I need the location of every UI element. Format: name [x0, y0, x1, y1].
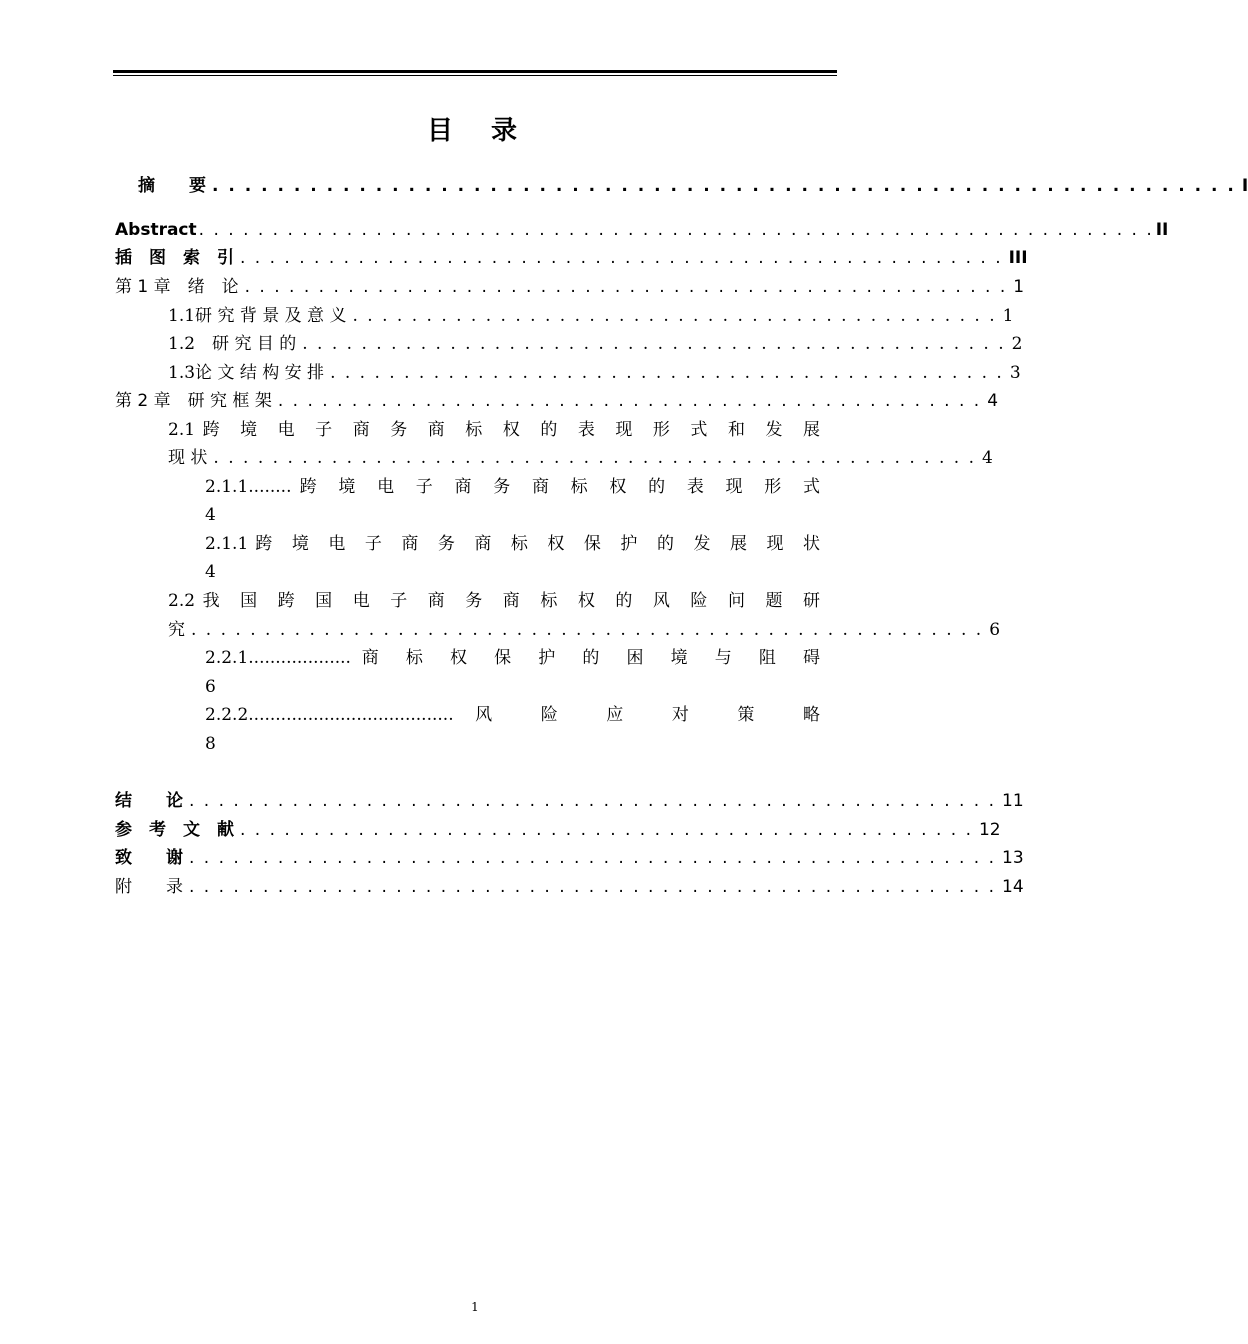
toc-entry-section-1-3[interactable]	[168, 362, 1021, 384]
toc-entry-acknowledgements[interactable]	[115, 847, 1024, 869]
toc-entry-section-1-1[interactable]	[168, 305, 1014, 327]
dot-leader: . . . . . . . . . . . . . . . . . . . . . . . . . . . . . . . . . . . . . . . . . . . .	[352, 306, 997, 326]
toc-page-number: 6	[205, 677, 216, 697]
toc-label: 第 1 章 绪 论	[115, 277, 239, 297]
toc-entry-section-2-1-line1[interactable]: 2.1跨 境 电 子 商 务 商 标 权 的 表 现 形 式 和 发 展	[168, 420, 820, 440]
toc-entry-abstract-cn[interactable]	[138, 175, 1248, 197]
dot-leader: . . . . . . . . . . . . . . . . . . . . . . . . . . . . . . . . . . . . . . . . . . . . . . . . . . . . . .	[191, 620, 984, 640]
dot-leader: . . . . . . . . . . . . . . . . . . . . . . . . . . . . . . . . . . . . . . . . . . . . . . . . . . . . . . .	[189, 848, 997, 868]
toc-label: 致 谢	[115, 848, 183, 868]
toc-page-number: 6	[989, 620, 1001, 640]
toc-label: 第 2 章 研 究 框 架	[115, 391, 272, 411]
toc-page-number: I	[1241, 176, 1248, 196]
toc-entry-section-2-2-line1[interactable]: 2.2我 国 跨 国 电 子 商 务 商 标 权 的 风 险 问 题 研	[168, 591, 820, 611]
dot-leader: . . . . . . . . . . . . . . . . . . . . . . . . . . . . . . . . . . . . . . . . . . . . . . . . . .	[240, 820, 973, 840]
toc-page-number: 4	[205, 562, 216, 582]
dot-leader: . . . . . . . . . . . . . . . . . . . . . . . . . . . . . . . . . . . . . . . . . . . . . . . . . . . . . . . . . . . . . . . . .	[198, 220, 1154, 240]
toc-page-number: 13	[1002, 848, 1024, 868]
toc-page-number: 3	[1009, 363, 1021, 383]
toc-page-number: 11	[1002, 791, 1024, 811]
toc-label: 究	[168, 620, 185, 640]
toc-label: 1.1研 究 背 景 及 意 义	[168, 306, 347, 326]
page-title: 目 录	[426, 116, 523, 146]
toc-label: 插 图 索 引	[115, 248, 234, 268]
toc-label: 1.3论 文 结 构 安 排	[168, 363, 325, 383]
toc-entry-section-2-1-1b[interactable]: 2.1.1跨 境 电 子 商 务 商 标 权 保 护 的 发 展 现 状	[205, 534, 820, 554]
toc-entry-appendix[interactable]	[115, 876, 1024, 898]
dot-leader: . . . . . . . . . . . . . . . . . . . . . . . . . . . . . . . . . . . . . . . . . . . . . .	[330, 363, 1004, 383]
toc-entry-section-2-1[interactable]	[168, 447, 993, 469]
toc-entry-chapter-1[interactable]	[115, 276, 1025, 298]
toc-page-number: 12	[978, 820, 1001, 840]
toc-page-number: 4	[987, 391, 999, 411]
toc-page-number: 4	[205, 505, 216, 525]
toc-entry-section-2-2-1[interactable]: 2.2.1...................商 标 权 保 护 的 困 境 与 阻 碍	[205, 648, 820, 668]
toc-page-number: 2	[1011, 334, 1023, 354]
toc-entry-section-2-2[interactable]	[168, 619, 1001, 641]
toc-label: 1.2 研 究 目 的	[168, 334, 297, 354]
toc-label: 参 考 文 献	[115, 820, 234, 840]
toc-page-number: 8	[205, 734, 216, 754]
toc-entry-section-2-1-1a[interactable]: 2.1.1........跨 境 电 子 商 务 商 标 权 的 表 现 形 式	[205, 477, 820, 497]
toc-entry-chapter-2[interactable]	[115, 390, 999, 412]
toc-entry-section-2-2-2[interactable]: 2.2.2......................................风 险 应 对 策 略	[205, 705, 820, 725]
dot-leader: . . . . . . . . . . . . . . . . . . . . . . . . . . . . . . . . . . . . . . . . . . . . . . . .	[302, 334, 1006, 354]
toc-entry-abstract-en[interactable]	[115, 219, 1169, 241]
footer-page-number: 1	[471, 1300, 479, 1314]
toc-page-number: 1	[1002, 306, 1014, 326]
toc-label: 结 论	[115, 791, 183, 811]
toc-page-number: III	[1008, 248, 1028, 268]
toc-entry-figure-index[interactable]	[115, 247, 1028, 269]
dot-leader: . . . . . . . . . . . . . . . . . . . . . . . . . . . . . . . . . . . . . . . . . . . . . . . . . . . .	[244, 277, 1008, 297]
header-rule-thin	[113, 75, 837, 76]
toc-entry-conclusion[interactable]	[115, 790, 1024, 812]
toc-page-number: 1	[1013, 277, 1025, 297]
toc-entry-section-1-2[interactable]	[168, 333, 1023, 355]
toc-label: 摘 要	[138, 176, 206, 196]
toc-label: 现 状	[168, 448, 208, 468]
dot-leader: . . . . . . . . . . . . . . . . . . . . . . . . . . . . . . . . . . . . . . . . . . . . . . . . . . . .	[213, 448, 976, 468]
toc-page-number: 14	[1002, 877, 1024, 897]
dot-leader: . . . . . . . . . . . . . . . . . . . . . . . . . . . . . . . . . . . . . . . . . . . . . . . . . . . . . . .	[189, 877, 997, 897]
dot-leader: . . . . . . . . . . . . . . . . . . . . . . . . . . . . . . . . . . . . . . . . . . . . . . . .	[277, 391, 982, 411]
toc-page-number: II	[1155, 220, 1169, 240]
dot-leader: . . . . . . . . . . . . . . . . . . . . . . . . . . . . . . . . . . . . . . . . . . . . . . . . . . . . . . .	[189, 791, 997, 811]
dot-leader: . . . . . . . . . . . . . . . . . . . . . . . . . . . . . . . . . . . . . . . . . . . . . . . . . . . .	[240, 248, 1003, 268]
toc-entry-references[interactable]	[115, 819, 1001, 841]
toc-label: 附 录	[115, 877, 183, 897]
toc-label: Abstract	[115, 220, 197, 240]
header-rule-thick	[113, 70, 837, 73]
toc-page-number: 4	[982, 448, 993, 468]
dot-leader: . . . . . . . . . . . . . . . . . . . . . . . . . . . . . . . . . . . . . . . . . . . . . . . . . . . . . . . . . . . . . . .	[212, 176, 1236, 196]
